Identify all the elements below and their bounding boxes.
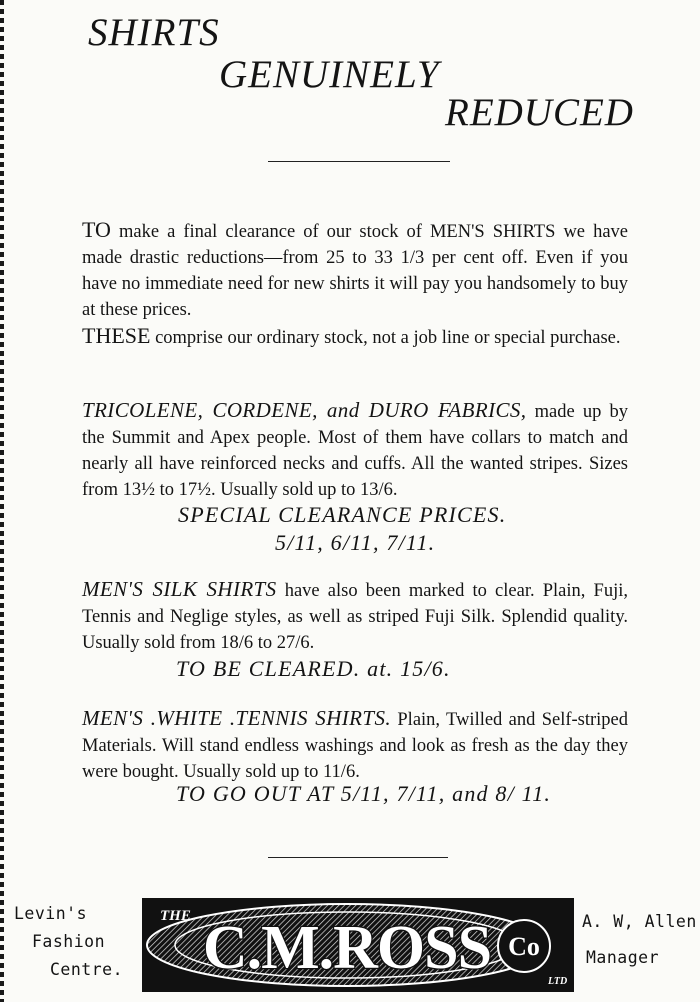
tennis-go-out: TO GO OUT AT 5/11, 7/11, and 8/ 11. (176, 781, 552, 806)
headline-genuinely: GENUINELY (219, 53, 440, 96)
logo-the: THE (160, 908, 191, 924)
tennis-paragraph (82, 705, 628, 785)
silk-body: have also been marked to clear. Plain, Fuji, Tennis and Neglige styles, as well as striped Fuji Silk. Splendid quality. Usually sold from 18/6 to 27/6. (82, 581, 629, 653)
intro-text2: comprise our ordinary stock, not a job line or special purchase. (155, 328, 621, 348)
cm-ross-logo (142, 898, 574, 992)
special-clearance: SPECIAL CLEARANCE PRICES. (178, 502, 507, 527)
fabrics-paragraph (82, 397, 628, 503)
footer-left-line1: Levin's (14, 904, 88, 923)
logo-artwork (142, 898, 574, 992)
top-divider (268, 161, 450, 162)
intro-text: make a final clearance of our stock of MEN'S SHIRTS we have made drastic reductions—from 25 to 33 1/3 per cent off. Even if you have no immediate need for new shirts it will pay you handsomely to buy at these prices. (82, 222, 628, 320)
footer-right-title: Manager (586, 948, 660, 967)
footer-left-line3: Centre. (50, 960, 124, 979)
fabrics-body: made up by the Summit and Apex people. Most of them have collars to match and nearly all have reinforced necks and cuffs. All the wanted stripes. Sizes from 13½ to 17½. Usually sold up to 13/6. (82, 402, 629, 500)
silk-cleared: TO BE CLEARED. at. 15/6. (176, 656, 451, 681)
logo-co: Co (508, 932, 540, 961)
bottom-divider (268, 857, 448, 858)
silk-paragraph (82, 576, 628, 656)
footer-right-name: A. W, Allen (582, 912, 697, 931)
footer-left-line2: Fashion (32, 932, 106, 951)
dashed-left-border (0, 0, 4, 1002)
logo-ltd: LTD (548, 976, 568, 987)
logo-name: C.M.ROSS (202, 914, 492, 982)
intro-paragraph (82, 217, 628, 351)
silk-heading: MEN'S SILK SHIRTS (82, 577, 277, 601)
tennis-body: Plain, Twilled and Self-striped Materials. Will stand endless washings and look as fresh as the day they were bought. Usually sold up to 11/6. (82, 710, 629, 782)
intro-lead: TO (82, 217, 111, 242)
intro-lead2: THESE (82, 323, 151, 348)
tennis-heading: MEN'S .WHITE .TENNIS SHIRTS. (82, 706, 392, 730)
fabrics-heading: TRICOLENE, CORDENE, and DURO FABRICS, (82, 398, 527, 422)
headline-shirts: SHIRTS (88, 11, 220, 54)
headline-reduced: REDUCED (445, 91, 634, 134)
clearance-prices: 5/11, 6/11, 7/11. (275, 530, 436, 555)
